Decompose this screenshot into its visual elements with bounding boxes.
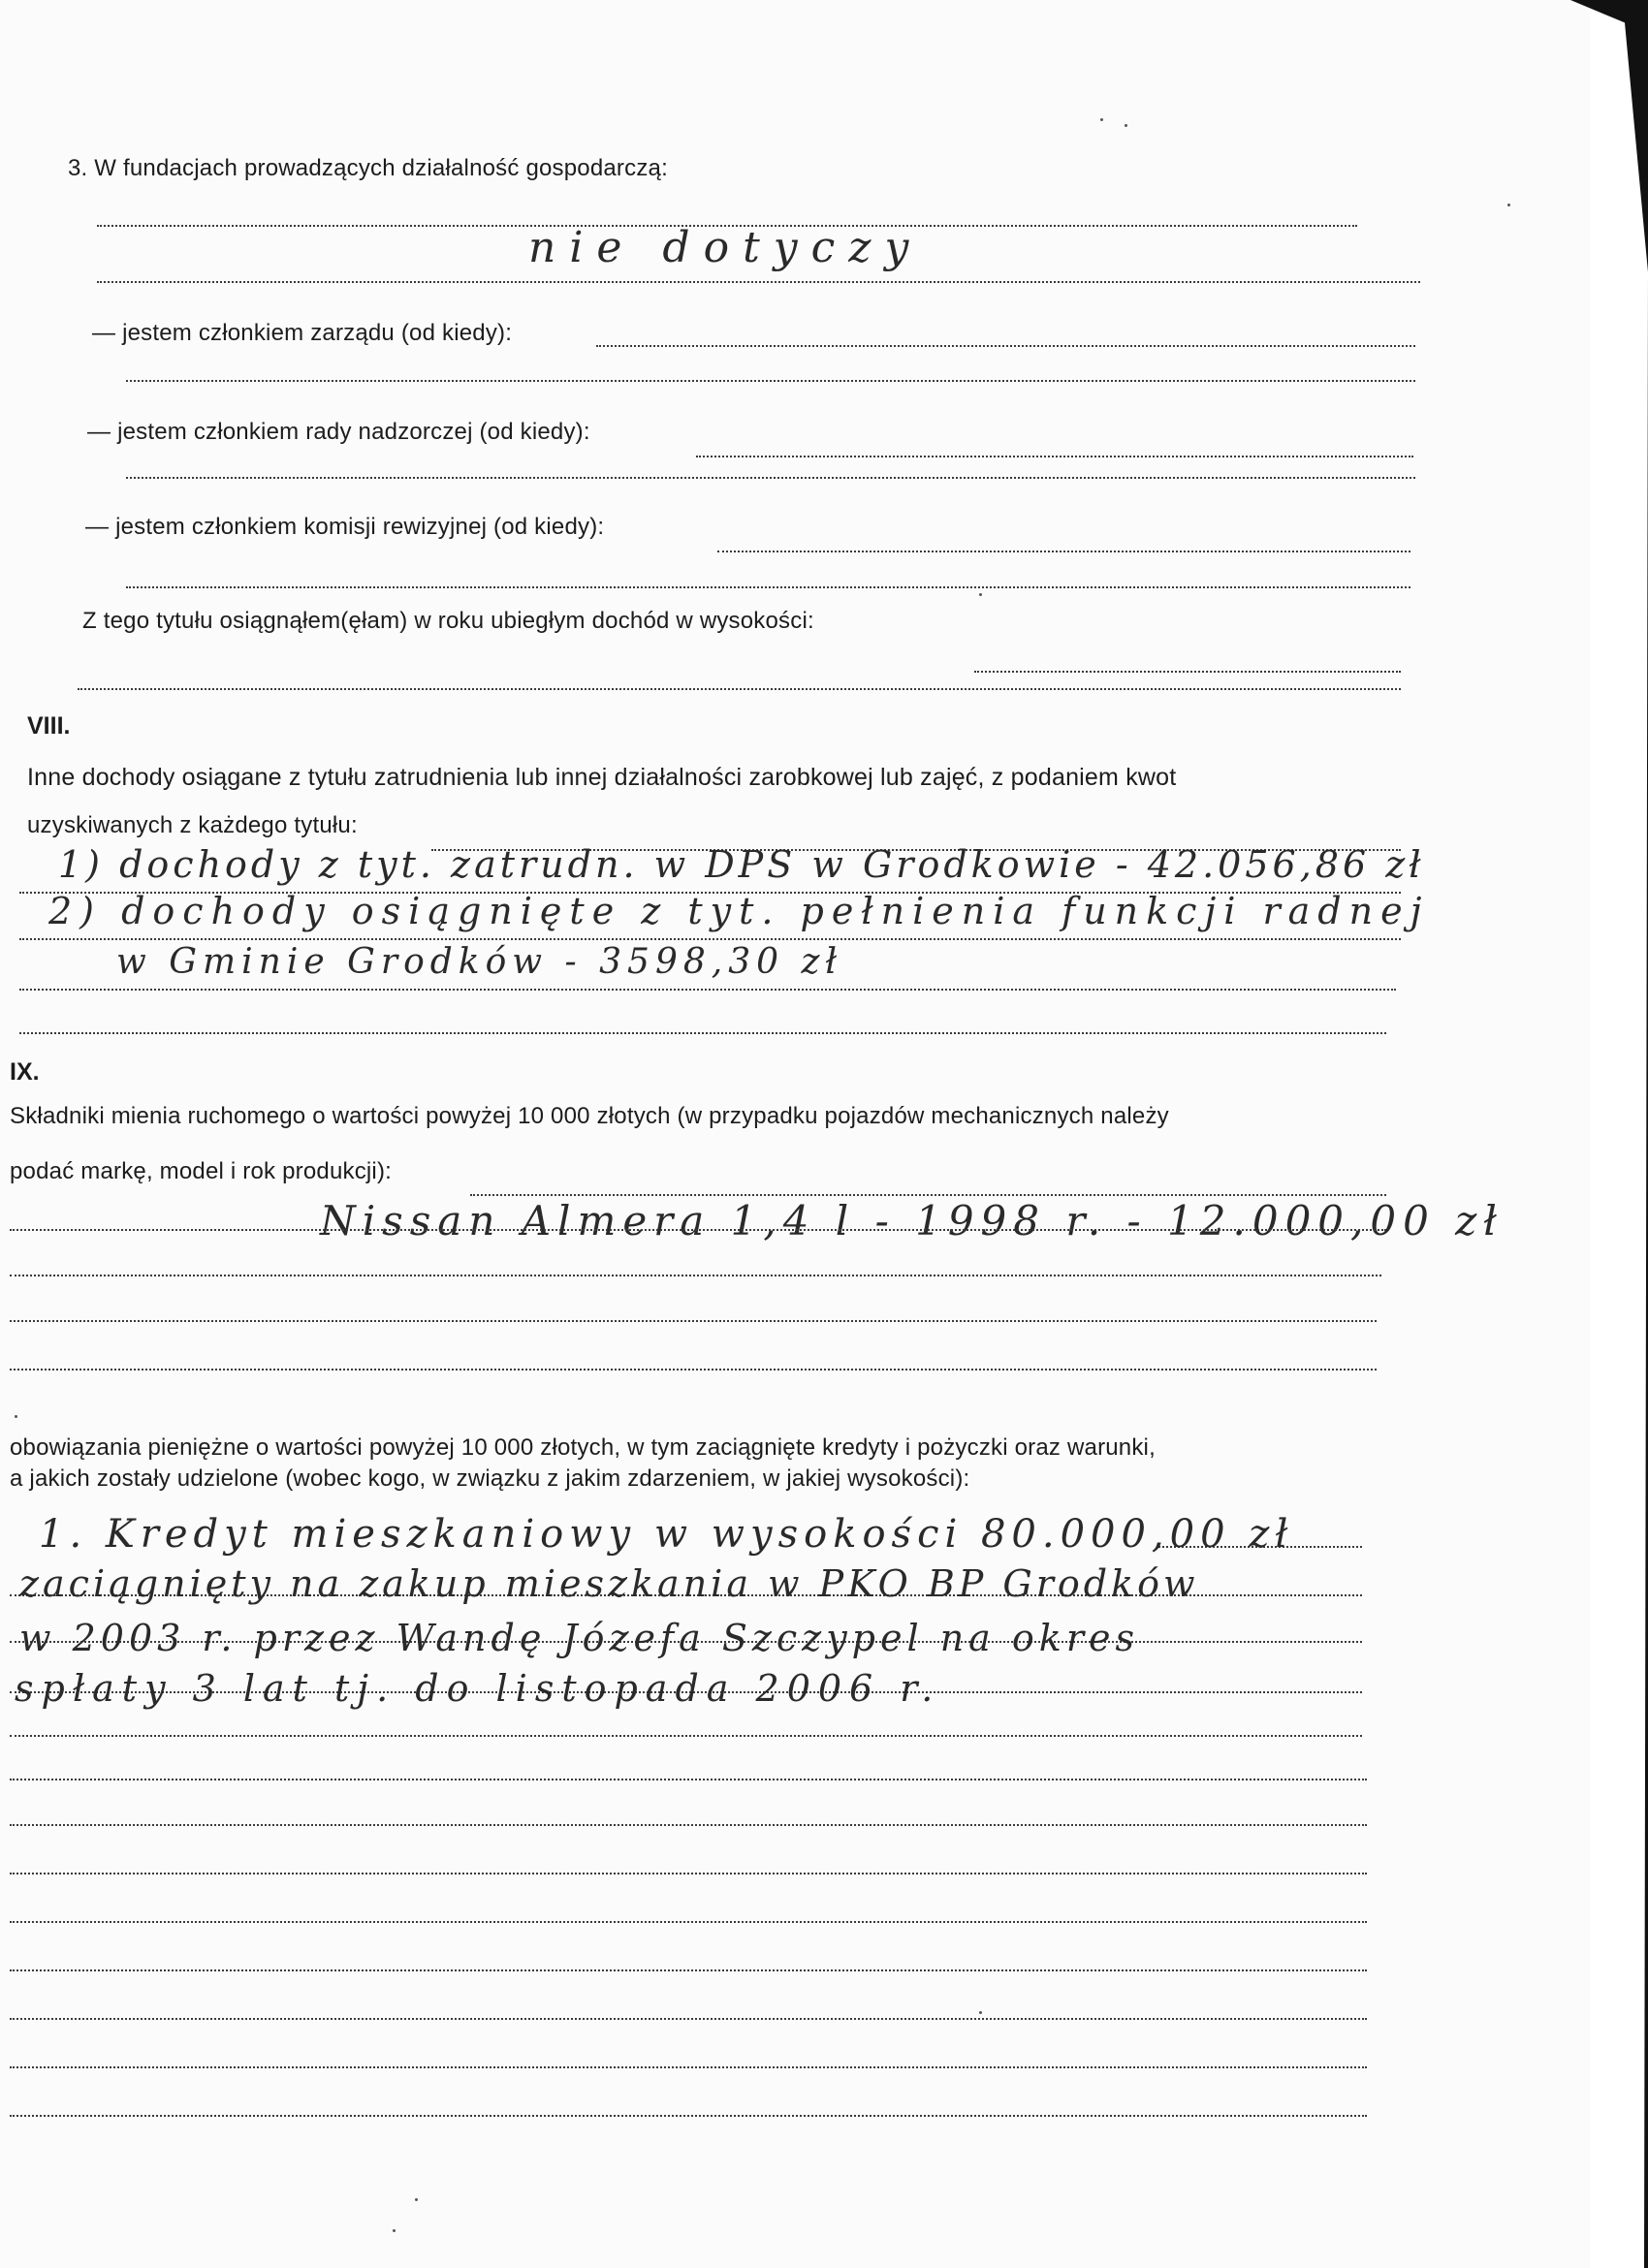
- answer-line: [126, 477, 1415, 479]
- answer-line: [10, 2018, 1367, 2020]
- scan-speck: [1125, 124, 1127, 127]
- audit-committee-label: — jestem członkiem komisji rewizyjnej (od kiedy):: [85, 514, 605, 540]
- answer-line: [10, 1921, 1367, 1923]
- answer-line: [10, 1275, 1381, 1276]
- scan-speck: [1100, 118, 1103, 121]
- answer-line: [97, 281, 1420, 283]
- scan-speck: [1507, 204, 1510, 206]
- answer-line: [10, 2066, 1367, 2068]
- answer-line: [19, 989, 1396, 991]
- answer-line: [10, 1969, 1367, 1971]
- section-viii-text: Inne dochody osiągane z tytułu zatrudnienia lub innej działalności zarobkowej lub zajęć, z podaniem kwot: [27, 764, 1177, 791]
- handwritten-income-line: 1) dochody z tyt. zatrudn. w DPS w Grodkowie - 42.056,86 zł: [58, 843, 1425, 886]
- answer-line: [470, 1194, 1386, 1196]
- income-label: Z tego tytułu osiągnąłem(ęłam) w roku ubiegłym dochód w wysokości:: [82, 608, 814, 634]
- answer-line: [10, 1320, 1377, 1322]
- section-x-text: a jakich zostały udzielone (wobec kogo, w związku z jakim zdarzeniem, w jakiej wysokości):: [10, 1465, 970, 1492]
- scan-speck: [979, 2011, 982, 2014]
- scan-speck: [979, 593, 982, 596]
- section-viii-text: uzyskiwanych z każdego tytułu:: [27, 812, 358, 838]
- section-x-text: obowiązania pieniężne o wartości powyżej 10 000 złotych, w tym zaciągnięte kredyty i pożyczki oraz warunki,: [10, 1434, 1156, 1461]
- scan-speck: [15, 1415, 17, 1418]
- answer-line: [19, 938, 1401, 940]
- handwritten-answer: nie dotyczy: [528, 223, 923, 272]
- handwritten-liability-line: zaciągnięty na zakup mieszkania w PKO BP Grodków: [19, 1562, 1199, 1605]
- answer-line: [10, 2115, 1367, 2117]
- answer-line: [126, 586, 1410, 588]
- handwritten-asset-line: Nissan Almera 1,4 l - 1998 r. - 12.000,00 zł: [320, 1197, 1504, 1244]
- answer-line: [10, 1369, 1377, 1370]
- handwritten-liability-line: w 2003 r. przez Wandę Józefa Szczypel na okres: [19, 1617, 1139, 1659]
- board-member-label: — jestem członkiem zarządu (od kiedy):: [92, 320, 513, 346]
- answer-line: [10, 1824, 1367, 1826]
- section-ix-text: podać markę, model i rok produkcji):: [10, 1158, 393, 1184]
- answer-line: [10, 1735, 1362, 1737]
- answer-line: [78, 688, 1401, 690]
- section-number-viii: VIII.: [27, 712, 71, 740]
- handwritten-income-line: w Gminie Grodków - 3598,30 zł: [116, 942, 843, 982]
- answer-line: [596, 345, 1415, 347]
- handwritten-income-line: 2) dochody osiągnięte z tyt. pełnienia funkcji radnej: [48, 890, 1430, 932]
- answer-line: [19, 1032, 1386, 1034]
- scan-speck: [415, 2198, 418, 2201]
- scan-speck: [393, 2229, 396, 2232]
- answer-line: [717, 551, 1410, 552]
- answer-line: [10, 1873, 1367, 1874]
- supervisory-board-label: — jestem członkiem rady nadzorczej (od kiedy):: [87, 419, 590, 445]
- answer-line: [126, 380, 1415, 382]
- section-number-ix: IX.: [10, 1058, 40, 1086]
- section-3-heading: 3. W fundacjach prowadzących działalność gospodarczą:: [68, 155, 668, 181]
- answer-line: [974, 671, 1401, 673]
- answer-line: [10, 1779, 1367, 1780]
- answer-line: [696, 456, 1413, 457]
- handwritten-liability-line: 1. Kredyt mieszkaniowy w wysokości 80.000,00 zł: [39, 1512, 1294, 1557]
- section-ix-text: Składniki mienia ruchomego o wartości powyżej 10 000 złotych (w przypadku pojazdów mechanicznych należy: [10, 1103, 1169, 1129]
- answer-line: [10, 1229, 1386, 1231]
- handwritten-liability-line: spłaty 3 lat tj. do listopada 2006 r.: [15, 1667, 941, 1710]
